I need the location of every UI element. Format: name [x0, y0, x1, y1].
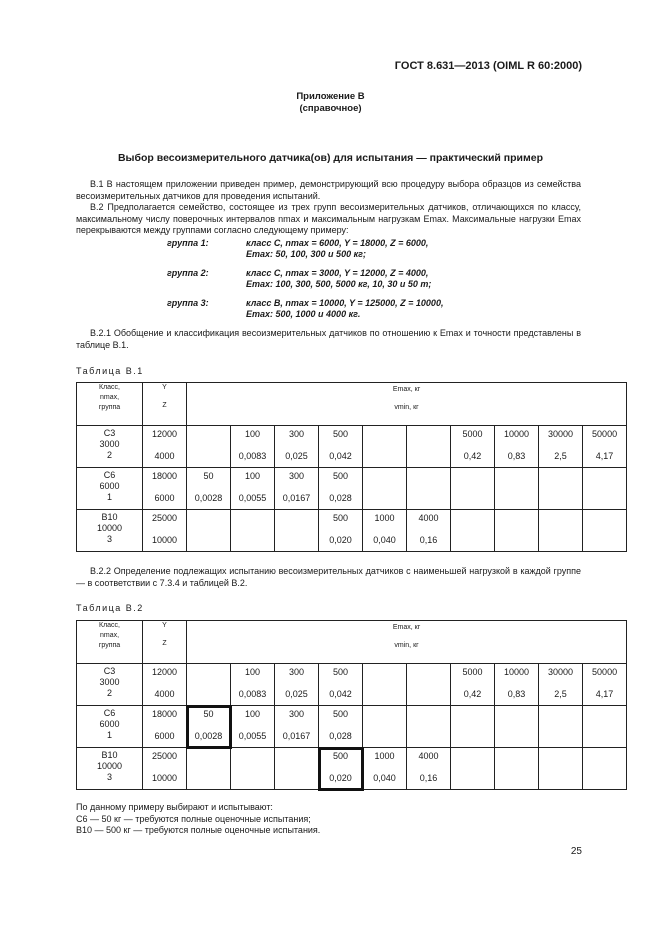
class-label: С6 — [103, 708, 116, 718]
value-cell — [319, 510, 363, 552]
intro-text — [76, 179, 581, 237]
value-cell — [363, 468, 407, 510]
emax-value — [275, 510, 318, 534]
emax-value — [363, 426, 406, 450]
vmin-value: 4,17 — [595, 689, 614, 699]
value-cell — [231, 748, 275, 790]
value-cell — [407, 664, 451, 706]
vmin-value: 0,028 — [329, 493, 352, 503]
value-cell — [187, 510, 231, 552]
conclusion-line: С6 — 50 кг — требуются полные оценочные испытания; — [76, 813, 311, 824]
conclusion-line: В10 — 500 кг — требуются полные оценочные испытания. — [76, 825, 321, 835]
value-cell — [319, 706, 363, 748]
z-value: 6000 — [154, 731, 175, 741]
section-title: Выбор весоизмерительного датчика(ов) для испытания — практический пример — [117, 152, 544, 164]
emax-value: 100 — [244, 667, 261, 677]
value-cell — [319, 468, 363, 510]
vmin-value: 0,025 — [285, 451, 308, 461]
group-label: группа 2: — [167, 268, 209, 278]
header-label: Emax, кг — [392, 386, 421, 393]
paragraph-b22 — [76, 566, 581, 589]
group-number: 2 — [106, 688, 112, 698]
nmax-value: 6000 — [99, 481, 120, 491]
value-cell — [583, 706, 627, 748]
emax-value — [495, 468, 538, 492]
class-cell — [77, 664, 143, 706]
emax-value: 4000 — [418, 513, 439, 523]
group-number: 1 — [106, 730, 112, 740]
y-value: 18000 — [151, 709, 178, 719]
emax-value: 4000 — [418, 751, 439, 761]
value-cell — [583, 510, 627, 552]
value-cell — [231, 510, 275, 552]
emax-value: 300 — [288, 429, 305, 439]
emax-value: 30000 — [547, 429, 574, 439]
z-value: 4000 — [154, 451, 175, 461]
appendix-subtitle: (справочное) — [299, 103, 362, 114]
value-cell — [583, 468, 627, 510]
table-b1 — [76, 382, 627, 552]
vmin-value: 0,040 — [373, 535, 396, 545]
value-cell — [407, 426, 451, 468]
emax-value — [539, 510, 582, 534]
vmin-value: 0,0167 — [282, 731, 311, 741]
vmin-value: 0,83 — [507, 451, 526, 461]
table-row — [77, 706, 627, 748]
value-cell — [495, 748, 539, 790]
value-cell — [363, 426, 407, 468]
emax-value — [187, 510, 230, 534]
z-value: 6000 — [154, 493, 175, 503]
nmax-value: 3000 — [99, 439, 120, 449]
emax-value: 5000 — [462, 667, 483, 677]
emax-value — [363, 664, 406, 688]
emax-value — [583, 748, 626, 772]
emax-value — [539, 468, 582, 492]
yz-cell — [143, 426, 187, 468]
value-cell — [539, 748, 583, 790]
emax-value: 50 — [203, 709, 214, 719]
value-cell — [363, 748, 407, 790]
emax-value — [583, 706, 626, 730]
header-label: nmax, — [99, 632, 120, 639]
value-cell — [495, 706, 539, 748]
group-loads: Emax: 100, 300, 500, 5000 кг, 10, 30 и 50 т; — [246, 279, 432, 289]
header-yz-cell — [143, 383, 187, 426]
appendix-heading — [0, 91, 661, 115]
emax-value — [363, 468, 406, 492]
emax-value: 10000 — [503, 667, 530, 677]
value-cell — [363, 706, 407, 748]
emax-value — [363, 706, 406, 730]
group-item — [167, 298, 443, 320]
emax-value: 300 — [288, 709, 305, 719]
emax-value — [583, 510, 626, 534]
header-class-cell — [77, 383, 143, 426]
header-label: Класс, — [99, 384, 120, 391]
vmin-value: 0,020 — [329, 535, 352, 545]
vmin-value: 0,0055 — [238, 731, 267, 741]
value-cell — [319, 426, 363, 468]
class-label: В10 — [101, 750, 118, 760]
y-value: 25000 — [151, 751, 178, 761]
vmin-value: 2,5 — [554, 689, 567, 699]
class-label: С6 — [103, 470, 116, 480]
header-label: Emax, кг — [392, 624, 421, 631]
vmin-value: 4,17 — [595, 451, 614, 461]
emax-value — [187, 748, 230, 772]
emax-value: 300 — [288, 471, 305, 481]
paragraph-b21 — [76, 328, 581, 351]
group-params: класс С, nmax = 3000, Y = 12000, Z = 4000, — [246, 268, 429, 278]
header-label: Y — [162, 622, 167, 629]
emax-value: 5000 — [462, 429, 483, 439]
emax-value — [451, 510, 494, 534]
value-cell — [275, 748, 319, 790]
value-cell — [407, 510, 451, 552]
value-cell — [231, 706, 275, 748]
value-cell — [495, 426, 539, 468]
emax-value — [187, 664, 230, 688]
value-cell — [275, 664, 319, 706]
value-cell — [187, 706, 231, 748]
emax-value: 300 — [288, 667, 305, 677]
value-cell — [407, 748, 451, 790]
emax-value: 50000 — [592, 667, 618, 677]
class-label: С3 — [103, 428, 116, 438]
document-header: ГОСТ 8.631—2013 (OIML R 60:2000) — [394, 60, 582, 72]
value-cell — [319, 748, 363, 790]
vmin-value: 0,020 — [329, 773, 352, 783]
class-cell — [77, 510, 143, 552]
header-label: Z — [162, 402, 167, 409]
vmin-value: 0,16 — [419, 535, 438, 545]
emax-value — [539, 706, 582, 730]
group-number: 3 — [106, 534, 112, 544]
table-b2 — [76, 620, 627, 790]
value-cell — [231, 426, 275, 468]
value-cell — [407, 468, 451, 510]
table-row — [77, 664, 627, 706]
table-row — [77, 510, 627, 552]
value-cell — [407, 706, 451, 748]
nmax-value: 3000 — [99, 677, 120, 687]
header-label: Z — [162, 640, 167, 647]
emax-value — [495, 510, 538, 534]
paragraph-b1: В.1 В настоящем приложении приведен пример, демонстрирующий всю процедуру выбора образцов из семейства весоизмерительных датчиков для проведения испытаний. — [76, 179, 581, 201]
header-values-cell — [187, 621, 627, 664]
group-item — [167, 268, 443, 290]
vmin-value: 0,042 — [329, 451, 352, 461]
emax-value: 500 — [332, 751, 349, 761]
value-cell — [539, 468, 583, 510]
header-label: Y — [162, 384, 167, 391]
emax-value — [231, 510, 274, 534]
group-number: 1 — [106, 492, 112, 502]
table-row — [77, 426, 627, 468]
value-cell — [275, 510, 319, 552]
yz-cell — [143, 748, 187, 790]
value-cell — [451, 664, 495, 706]
emax-value: 500 — [332, 709, 349, 719]
value-cell — [495, 664, 539, 706]
emax-value — [539, 748, 582, 772]
conclusion — [76, 802, 320, 837]
emax-value — [407, 664, 450, 688]
paragraph-b21-text: В.2.1 Обобщение и классификация весоизмерительных датчиков по отношению к Emax и точности представлены в таблице В.1. — [76, 328, 581, 350]
value-cell — [275, 706, 319, 748]
group-label: группа 1: — [167, 238, 209, 248]
emax-value: 500 — [332, 429, 349, 439]
value-cell — [231, 664, 275, 706]
group-list — [167, 238, 443, 328]
group-number: 2 — [106, 450, 112, 460]
page-number: 25 — [570, 846, 582, 857]
value-cell — [583, 748, 627, 790]
paragraph-b2: В.2 Предполагается семейство, состоящее из трех групп весоизмерительных датчиков, отличающихся по классу, максимальному числу поверочных интервалов nmax и максимальным нагрузкам Emax. Максимальные нагрузки Emax перекрываются между группами согласно следующему примеру: — [76, 202, 581, 235]
header-label: vmin, кг — [394, 642, 419, 649]
header-yz-cell — [143, 621, 187, 664]
emax-value — [451, 706, 494, 730]
emax-value: 100 — [244, 471, 261, 481]
yz-cell — [143, 468, 187, 510]
vmin-value: 0,0055 — [238, 493, 267, 503]
vmin-value: 0,42 — [463, 451, 482, 461]
value-cell — [451, 426, 495, 468]
value-cell — [451, 510, 495, 552]
nmax-value: 10000 — [96, 761, 123, 771]
emax-value — [495, 748, 538, 772]
emax-value: 50 — [203, 471, 214, 481]
class-cell — [77, 468, 143, 510]
value-cell — [275, 426, 319, 468]
table2-caption: Таблица В.2 — [76, 603, 144, 613]
group-loads: Emax: 500, 1000 и 4000 кг. — [246, 309, 361, 319]
class-cell — [77, 748, 143, 790]
table-row — [77, 468, 627, 510]
paragraph-b22-text: В.2.2 Определение подлежащих испытанию весоизмерительных датчиков с наименьшей нагрузкой в каждой группе — в соответствии с 7.3.4 и таблицей В.2. — [76, 566, 581, 588]
emax-value — [407, 426, 450, 450]
table1-caption: Таблица В.1 — [76, 366, 144, 376]
vmin-value: 0,040 — [373, 773, 396, 783]
group-number: 3 — [106, 772, 112, 782]
vmin-value: 0,042 — [329, 689, 352, 699]
class-label: С3 — [103, 666, 116, 676]
header-label: группа — [98, 404, 121, 411]
group-params: класс С, nmax = 6000, Y = 18000, Z = 6000, — [246, 238, 429, 248]
header-label: vmin, кг — [394, 404, 419, 411]
value-cell — [187, 664, 231, 706]
yz-cell — [143, 510, 187, 552]
emax-value: 10000 — [503, 429, 530, 439]
emax-value — [451, 748, 494, 772]
value-cell — [451, 706, 495, 748]
value-cell — [231, 468, 275, 510]
emax-value — [187, 426, 230, 450]
y-value: 12000 — [151, 667, 178, 677]
header-label: группа — [98, 642, 121, 649]
class-cell — [77, 706, 143, 748]
table-row — [77, 748, 627, 790]
class-label: В10 — [101, 512, 118, 522]
emax-value: 500 — [332, 667, 349, 677]
y-value: 12000 — [151, 429, 178, 439]
value-cell — [539, 510, 583, 552]
vmin-value: 0,0028 — [194, 493, 223, 503]
emax-value: 50000 — [592, 429, 618, 439]
vmin-value: 0,025 — [285, 689, 308, 699]
emax-value: 500 — [332, 513, 349, 523]
value-cell — [187, 426, 231, 468]
value-cell — [539, 706, 583, 748]
emax-value — [583, 468, 626, 492]
emax-value — [407, 706, 450, 730]
header-class-cell — [77, 621, 143, 664]
value-cell — [275, 468, 319, 510]
value-cell — [539, 664, 583, 706]
appendix-title: Приложение В — [296, 91, 365, 102]
emax-value — [275, 748, 318, 772]
emax-value: 1000 — [374, 751, 395, 761]
vmin-value: 0,42 — [463, 689, 482, 699]
z-value: 10000 — [151, 773, 178, 783]
y-value: 25000 — [151, 513, 178, 523]
group-params: класс В, nmax = 10000, Y = 125000, Z = 10000, — [246, 298, 444, 308]
vmin-value: 0,0028 — [194, 731, 223, 741]
class-cell — [77, 426, 143, 468]
yz-cell — [143, 706, 187, 748]
value-cell — [495, 468, 539, 510]
vmin-value: 0,83 — [507, 689, 526, 699]
vmin-value: 0,0083 — [238, 451, 267, 461]
header-values-cell — [187, 383, 627, 426]
value-cell — [583, 426, 627, 468]
vmin-value: 0,028 — [329, 731, 352, 741]
nmax-value: 6000 — [99, 719, 120, 729]
emax-value: 500 — [332, 471, 349, 481]
emax-value: 30000 — [547, 667, 574, 677]
z-value: 10000 — [151, 535, 178, 545]
emax-value — [407, 468, 450, 492]
group-loads: Emax: 50, 100, 300 и 500 кг; — [246, 249, 366, 259]
emax-value: 1000 — [374, 513, 395, 523]
header-label: nmax, — [99, 394, 120, 401]
value-cell — [495, 510, 539, 552]
emax-value: 100 — [244, 429, 261, 439]
value-cell — [451, 748, 495, 790]
value-cell — [319, 664, 363, 706]
value-cell — [451, 468, 495, 510]
value-cell — [363, 664, 407, 706]
value-cell — [539, 426, 583, 468]
value-cell — [583, 664, 627, 706]
vmin-value: 2,5 — [554, 451, 567, 461]
value-cell — [187, 748, 231, 790]
vmin-value: 0,16 — [419, 773, 438, 783]
value-cell — [187, 468, 231, 510]
header-label: Класс, — [99, 622, 120, 629]
emax-value — [451, 468, 494, 492]
conclusion-intro: По данному примеру выбирают и испытывают: — [76, 802, 273, 812]
nmax-value: 10000 — [96, 523, 123, 533]
value-cell — [363, 510, 407, 552]
vmin-value: 0,0167 — [282, 493, 311, 503]
z-value: 4000 — [154, 689, 175, 699]
group-label: группа 3: — [167, 298, 209, 308]
emax-value: 100 — [244, 709, 261, 719]
vmin-value: 0,0083 — [238, 689, 267, 699]
group-item — [167, 238, 443, 260]
emax-value — [495, 706, 538, 730]
emax-value — [231, 748, 274, 772]
yz-cell — [143, 664, 187, 706]
y-value: 18000 — [151, 471, 178, 481]
